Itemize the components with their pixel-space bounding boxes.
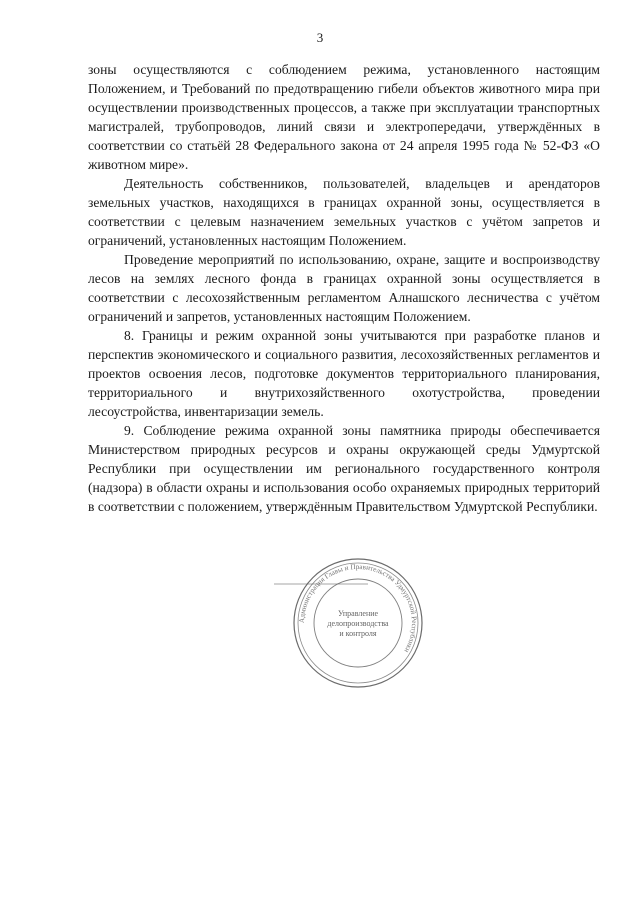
page-number: 3 [316,30,324,45]
paragraph-item-9: 9. Соблюдение режима охранной зоны памятника природы обеспечивается Министерством природных ресурсов и охраны окружающей среды Удмуртской Республики при осуществлении им регионального государственного контроля (надзора) в области охраны и использования особо охраняемых природных территорий в соответствии с положением, утверждённым Правительством Удмуртской Республики. [88,423,600,514]
stamp-ring-text: Администрация Главы и Правительства Удмуртской Республики [297,562,419,654]
paragraph-continuation: зоны осуществляются с соблюдением режима, установленного настоящим Положением, и Требований по предотвращению гибели объектов животного мира при осуществлении производственных процессов, а также при эксплуатации транспортных магистралей, трубопроводов, линий связи и электропередачи, утверждённых в соответствии со статьёй 28 Федерального закона от 24 апреля 1995 года № 52-ФЗ «О животном мире». [88,62,600,172]
svg-text:делопроизводства: делопроизводства [327,619,389,628]
svg-text:Управление: Управление [337,609,379,618]
svg-text:и контроля: и контроля [339,629,377,638]
document-body [88,60,600,516]
paragraph-owners-activity: Деятельность собственников, пользователей, владельцев и арендаторов земельных участков, находящихся в границах охранной зоны, осуществляется в соответствии с целевым назначением земельных участков с учётом запретов и ограничений, установленных настоящим Положением. [88,176,600,248]
stamp-seal-graphic [268,548,448,698]
paragraph-item-8: 8. Границы и режим охранной зоны учитываются при разработке планов и перспектив экономического и социального развития, лесохозяйственных регламентов и проектов освоения лесов, подготовке документов территориального планирования, территориального и внутрихозяйственного охотустройства, проведении лесоустройства, инвентаризации земель. [88,328,600,419]
paragraph-forest-measures: Проведение мероприятий по использованию, охране, защите и воспроизводству лесов на землях лесного фонда в границах охранной зоны осуществляется в соответствии с лесохозяйственным регламентом Алнашского лесничества с учётом ограничений и запретов, установленных настоящим Положением. [88,252,600,324]
official-stamp [268,548,448,698]
